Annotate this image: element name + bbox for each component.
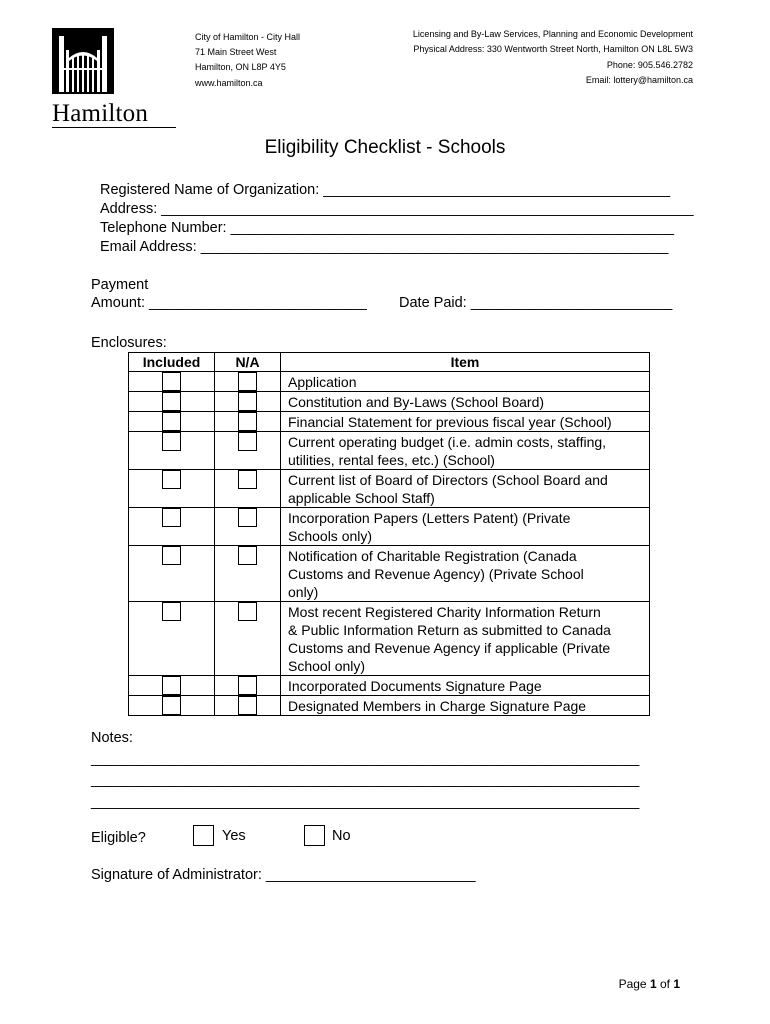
table-row [129,508,650,546]
na-cell [215,432,281,470]
included-checkbox[interactable] [162,432,181,451]
email-field[interactable] [100,239,668,255]
header-website: www.hamilton.ca [195,78,263,88]
org-name-line: ___________________________________________ [323,182,671,198]
eligible-yes-label: Yes [222,828,246,844]
date-paid-line: _________________________ [470,295,673,311]
logo-wordmark: Hamilton [52,100,149,127]
eligible-no-label: No [332,828,351,844]
na-checkbox[interactable] [238,546,257,565]
item-text-line: Incorporation Papers (Letters Patent) (Private [288,510,571,526]
included-checkbox[interactable] [162,508,181,527]
na-checkbox[interactable] [238,412,257,431]
logo-rule [52,127,176,128]
signature-line: __________________________ [265,867,476,883]
na-checkbox[interactable] [238,602,257,621]
telephone-field[interactable] [100,220,674,236]
notes-line[interactable]: ____________________________________________________________________ [91,794,640,810]
email-label: Email Address: [100,239,197,255]
table-row [129,546,650,602]
address-field[interactable] [100,201,694,217]
org-name-label: Registered Name of Organization: [100,182,320,198]
included-cell [129,546,215,602]
included-cell [129,696,215,716]
na-cell [215,412,281,432]
item-text-line: Schools only) [288,528,373,544]
item-cell [281,696,650,716]
na-cell [215,470,281,508]
item-cell [281,432,650,470]
included-cell [129,412,215,432]
included-cell [129,392,215,412]
notes-line[interactable]: ____________________________________________________________________ [91,772,640,788]
included-checkbox[interactable] [162,546,181,565]
item-cell [281,470,650,508]
enclosures-heading: Enclosures: [91,335,167,351]
header-city-hall: City of Hamilton - City Hall [195,32,301,42]
telephone-line: _______________________________________________________ [230,220,675,236]
included-cell [129,372,215,392]
page-prefix: Page [618,977,650,991]
notes-line[interactable]: ____________________________________________________________________ [91,751,640,767]
item-text-line: Financial Statement for previous fiscal year (School) [288,414,612,430]
eligible-no-checkbox[interactable] [304,825,325,846]
table-row [129,470,650,508]
amount-line: ___________________________ [149,295,367,311]
na-cell [215,508,281,546]
address-line: __________________________________________________________________ [161,201,694,217]
item-text-line: Customs and Revenue Agency) (Private School [288,566,584,582]
hamilton-logo-icon [52,28,114,94]
na-cell [215,546,281,602]
amount-field[interactable] [91,295,367,311]
na-cell [215,676,281,696]
item-text-line: Incorporated Documents Signature Page [288,678,542,694]
header-physical-address: Physical Address: 330 Wentworth Street North, Hamilton ON L8L 5W3 [413,44,693,54]
item-text-line: applicable School Staff) [288,490,435,506]
telephone-label: Telephone Number: [100,220,227,236]
item-cell [281,546,650,602]
address-label: Address: [100,201,158,217]
enclosures-table [128,352,650,716]
item-text-line: Constitution and By-Laws (School Board) [288,394,545,410]
na-checkbox[interactable] [238,392,257,411]
email-line: __________________________________________________________ [200,239,669,255]
included-checkbox[interactable] [162,602,181,621]
item-text-line: Notification of Charitable Registration (Canada [288,548,577,564]
item-text-line: Application [288,374,357,390]
org-name-field[interactable] [100,182,670,198]
column-header-na: N/A [215,353,281,372]
item-cell [281,602,650,676]
eligible-yes-checkbox[interactable] [193,825,214,846]
na-checkbox[interactable] [238,432,257,451]
item-cell [281,372,650,392]
page-of: of [656,977,674,991]
na-checkbox[interactable] [238,470,257,489]
eligible-label: Eligible? [91,830,146,846]
header-street: 71 Main Street West [195,47,277,57]
included-cell [129,508,215,546]
table-row [129,392,650,412]
item-text-line: Customs and Revenue Agency if applicable (Private [288,640,611,656]
table-row [129,432,650,470]
table-row [129,696,650,716]
item-cell [281,676,650,696]
payment-heading: Payment [91,277,149,293]
page-title: Eligibility Checklist - Schools [264,137,506,158]
column-header-included: Included [129,353,215,372]
header-email: Email: lottery@hamilton.ca [585,75,693,85]
item-text-line: utilities, rental fees, etc.) (School) [288,452,495,468]
page-current: 1 [649,977,657,991]
item-text-line: School only) [288,658,366,674]
included-cell [129,676,215,696]
header-city: Hamilton, ON L8P 4Y5 [195,62,286,72]
na-checkbox[interactable] [238,372,257,391]
item-text-line: Most recent Registered Charity Information Return [288,604,601,620]
included-checkbox[interactable] [162,392,181,411]
date-paid-label: Date Paid: [399,295,467,311]
included-cell [129,470,215,508]
notes-label: Notes: [91,730,133,746]
item-text-line: Current operating budget (i.e. admin costs, staffing, [288,434,607,450]
table-row [129,412,650,432]
table-row [129,676,650,696]
item-cell [281,392,650,412]
column-header-item: Item [281,353,650,372]
date-paid-field[interactable] [399,295,672,311]
included-checkbox[interactable] [162,470,181,489]
table-header-row [129,353,650,372]
na-checkbox[interactable] [238,676,257,695]
amount-label: Amount: [91,295,145,311]
item-text-line: only) [288,584,319,600]
table-row [129,372,650,392]
signature-label: Signature of Administrator: [91,867,262,883]
na-checkbox[interactable] [238,508,257,527]
item-text-line: & Public Information Return as submitted to Canada [288,622,611,638]
page-number [619,977,680,991]
included-checkbox[interactable] [162,676,181,695]
na-cell [215,602,281,676]
signature-field[interactable] [91,867,476,883]
item-text-line: Current list of Board of Directors (School Board and [288,472,608,488]
na-cell [215,392,281,412]
included-checkbox[interactable] [162,696,181,715]
included-cell [129,432,215,470]
header-department: Licensing and By-Law Services, Planning and Economic Development [412,29,693,39]
na-checkbox[interactable] [238,696,257,715]
header-phone: Phone: 905.546.2782 [606,60,693,70]
item-text-line: Designated Members in Charge Signature Page [288,698,587,714]
page-total: 1 [673,977,680,991]
included-checkbox[interactable] [162,412,181,431]
included-checkbox[interactable] [162,372,181,391]
na-cell [215,372,281,392]
included-cell [129,602,215,676]
table-row [129,602,650,676]
item-cell [281,412,650,432]
na-cell [215,696,281,716]
item-cell [281,508,650,546]
